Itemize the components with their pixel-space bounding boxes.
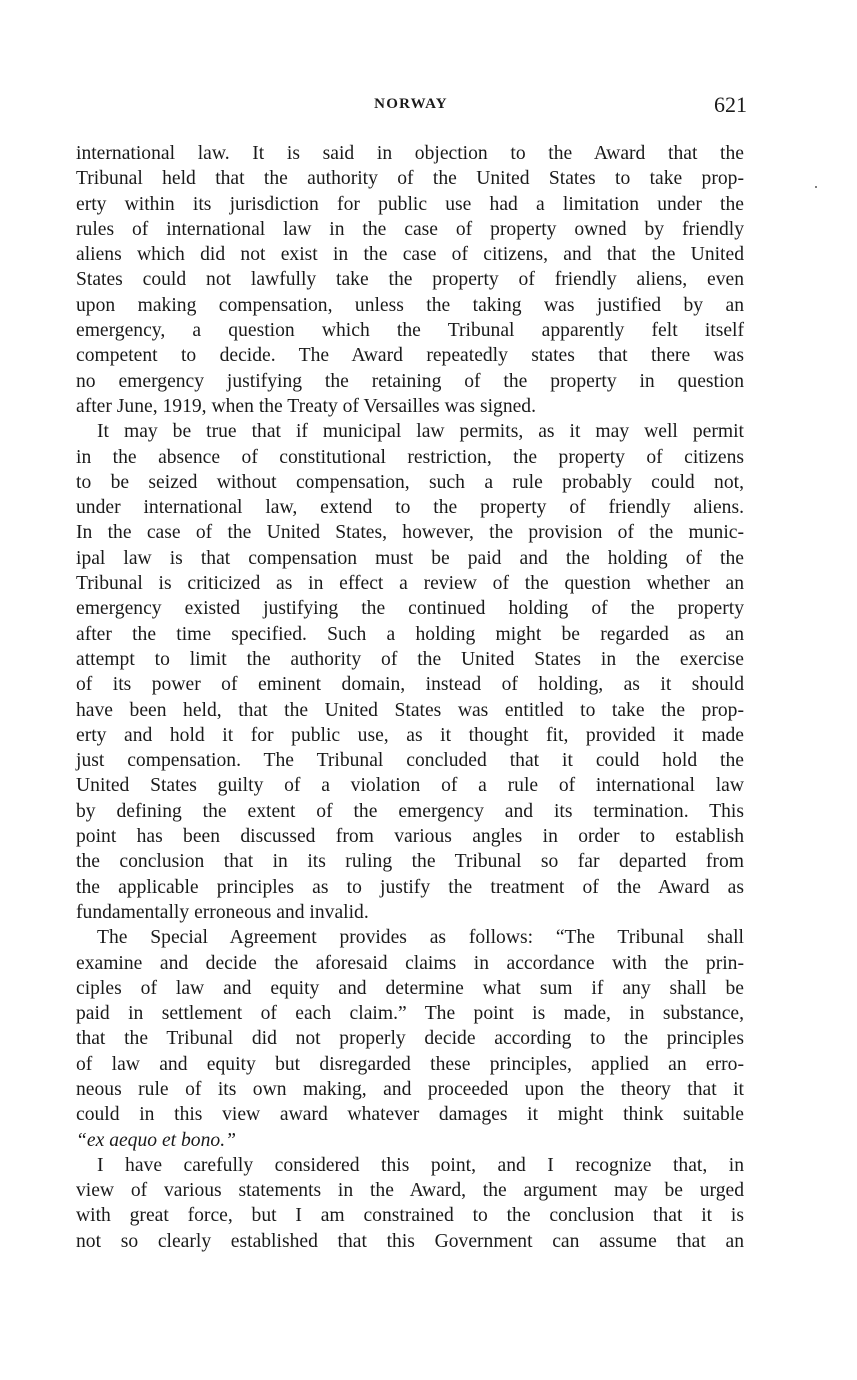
paragraph-3 xyxy=(76,925,744,1153)
text-line: Tribunal is criticized as in effect a review of the question whether an xyxy=(76,573,744,595)
text-line: Tribunal held that the authority of the United States to take prop- xyxy=(76,168,744,190)
text-line: the applicable principles as to justify the treatment of the Award as xyxy=(76,876,744,898)
text-line: to be seized without compensation, such a rule probably could not, xyxy=(76,471,744,493)
text-line: in the absence of constitutional restriction, the property of citizens xyxy=(76,446,744,468)
text-line: after June, 1919, when the Treaty of Versailles was signed. xyxy=(76,395,537,417)
text-line: The Special Agreement provides as follows: “The Tribunal shall xyxy=(97,927,744,949)
text-line: aliens which did not exist in the case of citizens, and that the United xyxy=(76,244,744,266)
text-line: In the case of the United States, however, the provision of the munic- xyxy=(76,522,744,544)
text-line: after the time specified. Such a holding might be regarded as an xyxy=(76,623,744,645)
body-text xyxy=(76,141,744,1254)
text-line: that the Tribunal did not properly decide according to the principles xyxy=(76,1028,744,1050)
text-line: by defining the extent of the emergency and its termination. This xyxy=(76,800,744,822)
text-line: not so clearly established that this Government can assume that an xyxy=(76,1230,744,1252)
text-line: view of various statements in the Award, the argument may be urged xyxy=(76,1180,744,1202)
page-number: 621 xyxy=(714,92,747,117)
text-line: fundamentally erroneous and invalid. xyxy=(76,901,369,923)
text-line: international law. It is said in objection to the Award that the xyxy=(76,143,744,164)
text-line-latin-phrase: “ex aequo et bono.” xyxy=(76,1129,236,1151)
text-line: rules of international law in the case of property owned by friendly xyxy=(76,218,744,240)
text-line: attempt to limit the authority of the United States in the exercise xyxy=(76,648,744,670)
text-line: neous rule of its own making, and proceeded upon the theory that it xyxy=(76,1078,744,1100)
text-line: under international law, extend to the property of friendly aliens. xyxy=(76,497,744,519)
text-line: United States guilty of a violation of a rule of international law xyxy=(76,775,744,797)
text-line: the conclusion that in its ruling the Tribunal so far departed from xyxy=(76,851,744,873)
text-line: point has been discussed from various angles in order to establish xyxy=(76,826,744,848)
text-line: States could not lawfully take the property of friendly aliens, even xyxy=(76,269,744,291)
text-line: no emergency justifying the retaining of the property in question xyxy=(76,370,744,392)
text-line: erty within its jurisdiction for public use had a limitation under the xyxy=(76,193,744,215)
margin-dot-mark xyxy=(815,186,817,188)
text-line: emergency, a question which the Tribunal apparently felt itself xyxy=(76,320,744,342)
running-title: NORWAY xyxy=(374,96,448,112)
text-line: with great force, but I am constrained to the conclusion that it is xyxy=(76,1205,744,1227)
running-head xyxy=(0,92,857,122)
text-line: examine and decide the aforesaid claims in accordance with the prin- xyxy=(76,952,744,974)
text-line: have been held, that the United States was entitled to take the prop- xyxy=(76,699,744,721)
text-line: just compensation. The Tribunal concluded that it could hold the xyxy=(76,750,744,772)
text-line: emergency existed justifying the continued holding of the property xyxy=(76,598,744,620)
text-line: I have carefully considered this point, and I recognize that, in xyxy=(97,1154,744,1176)
text-line: of law and equity but disregarded these principles, applied an erro- xyxy=(76,1053,744,1075)
text-line: of its power of eminent domain, instead of holding, as it should xyxy=(76,674,744,696)
text-line: ipal law is that compensation must be paid and the holding of the xyxy=(76,547,744,569)
text-line: could in this view award whatever damages it might think suitable xyxy=(76,1104,744,1126)
text-line: competent to decide. The Award repeatedly states that there was xyxy=(76,345,744,367)
text-line: It may be true that if municipal law permits, as it may well permit xyxy=(97,421,744,443)
paragraph-2 xyxy=(76,419,744,925)
paragraph-4 xyxy=(76,1153,744,1254)
text-line: upon making compensation, unless the taking was justified by an xyxy=(76,294,744,316)
paragraph-1 xyxy=(76,141,744,419)
text-line: ciples of law and equity and determine what sum if any shall be xyxy=(76,977,744,999)
text-line: erty and hold it for public use, as it thought fit, provided it made xyxy=(76,724,744,746)
text-line: paid in settlement of each claim.” The point is made, in substance, xyxy=(76,1003,744,1025)
